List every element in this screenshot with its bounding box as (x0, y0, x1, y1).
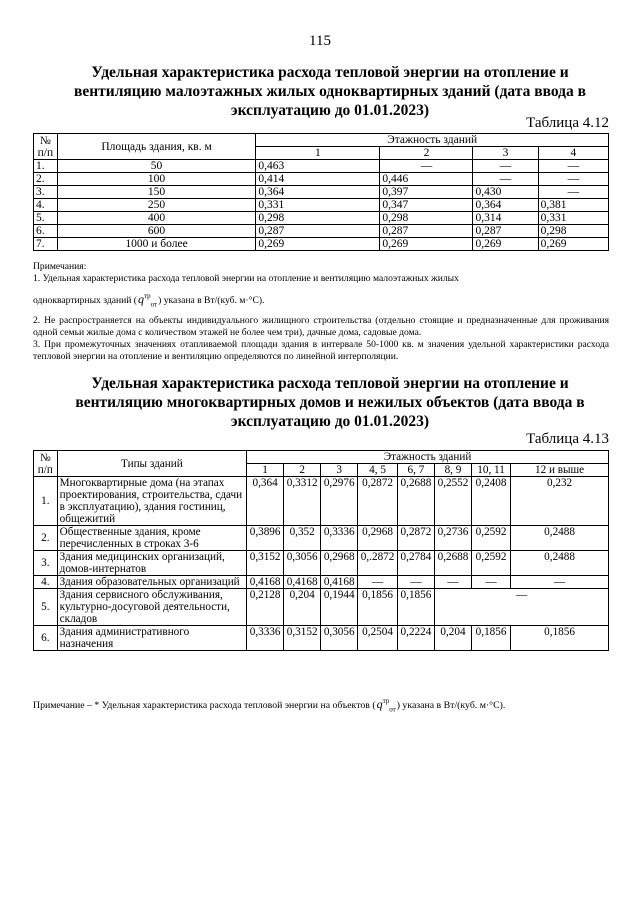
q-base: q (376, 697, 383, 711)
cell-value: 0,2968 (321, 551, 358, 576)
floor-header: 8, 9 (434, 464, 471, 477)
row-area: 50 (57, 160, 256, 173)
cell-value: 0,2488 (511, 526, 609, 551)
cell-value: 0,430 (473, 186, 538, 199)
cell-value: — (473, 173, 538, 186)
cell-value: — (538, 186, 608, 199)
table-row (34, 173, 609, 186)
table-row (34, 186, 609, 199)
row-number: 1. (34, 160, 58, 173)
floor-header: 3 (473, 147, 538, 160)
cell-value: 0,2488 (511, 551, 609, 576)
note-2: 2. Не распространяется на объекты индивидуального жилищного строительства (отдельно стоящие и предназначенные для проживания одной семьи жилые дома с количеством этажей не более чем три), дачные дома, садовые дома. (33, 315, 609, 339)
note-3: 3. При промежуточных значениях отапливаемой площади здания в интервале 50-1000 кв. м значения удельной характеристики расхода тепловой энергии на отопление и вентиляцию определяются по линейной интерполяции. (33, 339, 609, 363)
row-number: 4. (34, 576, 58, 589)
row-number: 3. (34, 186, 58, 199)
table-4-13-footnote (33, 695, 609, 715)
cell-value: 0,2872 (397, 526, 434, 551)
row-type: Многоквартирные дома (на этапах проектирования, строительства, сдачи в эксплуатацию), здания гостиниц, общежитий (57, 477, 246, 526)
cell-value: 0,446 (380, 173, 473, 186)
floor-header: 4, 5 (358, 464, 398, 477)
row-number: 6. (34, 626, 58, 651)
cell-value: 0,269 (538, 238, 608, 251)
table-4-13-label: Таблица 4.13 (526, 431, 609, 447)
footnote (33, 695, 609, 715)
row-type: Здания сервисного обслуживания, культурно-досуговой деятельности, складов (57, 589, 246, 626)
cell-value: 0,3336 (247, 626, 284, 651)
cell-value: 0,1856 (472, 626, 511, 651)
cell-value: 0,2872 (358, 477, 398, 526)
table-4-12 (33, 133, 609, 251)
row-area: 100 (57, 173, 256, 186)
cell-value: 0,2408 (472, 477, 511, 526)
cell-value: 0,269 (473, 238, 538, 251)
table-row (34, 626, 609, 651)
table-row (34, 477, 609, 526)
cell-value: 0,287 (256, 225, 380, 238)
table-row (34, 576, 609, 589)
cell-value: 0,364 (473, 199, 538, 212)
cell-value: 0,2968 (358, 526, 398, 551)
cell-value: 0,269 (380, 238, 473, 251)
note-1-unit: ) указана в Вт/(куб. м·°С). (158, 295, 265, 306)
heading-line: Удельная характеристика расхода тепловой энергии на отопление и (91, 64, 569, 81)
cell-value: 0,298 (380, 212, 473, 225)
table-4-13 (33, 450, 609, 651)
table-row (34, 551, 609, 576)
row-area: 250 (57, 199, 256, 212)
q-sup: тр (382, 697, 390, 705)
row-type: Здания образовательных организаций (57, 576, 246, 589)
cell-value: 0,364 (256, 186, 380, 199)
cell-value: 0,3152 (284, 626, 321, 651)
cell-value: 0,463 (256, 160, 380, 173)
table-row (34, 212, 609, 225)
cell-value: 0,2976 (321, 477, 358, 526)
heading-line: эксплуатацию до 01.01.2023) (230, 102, 430, 119)
cell-value: — (397, 576, 434, 589)
cell-value: 0,364 (247, 477, 284, 526)
cell-value: 0,2552 (434, 477, 471, 526)
cell-value: 0,3056 (321, 626, 358, 651)
cell-value: 0,2736 (434, 526, 471, 551)
table-row (34, 589, 609, 626)
floor-header: 2 (284, 464, 321, 477)
heading-line: эксплуатацию до 01.01.2023) (230, 413, 430, 430)
cell-value: 0,352 (284, 526, 321, 551)
cell-value: 0,2592 (472, 526, 511, 551)
table-row (34, 199, 609, 212)
row-area: 1000 и более (57, 238, 256, 251)
section2-heading (60, 374, 600, 431)
col-floors-header: Этажность зданий (256, 134, 609, 147)
cell-value: 0,287 (380, 225, 473, 238)
cell-value: 0,381 (538, 199, 608, 212)
floor-header: 6, 7 (397, 464, 434, 477)
heading-line: вентиляцию малоэтажных жилых одноквартирных зданий (дата ввода в (74, 83, 586, 100)
heading-line: вентиляцию многоквартирных домов и нежилых объектов (дата ввода в (75, 394, 585, 411)
q-sub: от (150, 300, 158, 309)
cell-value: 0,269 (256, 238, 380, 251)
cell-value: 0,2224 (397, 626, 434, 651)
row-type: Здания административного назначения (57, 626, 246, 651)
footnote-text: Примечание – * Удельная характеристика расхода тепловой энергии на объектов ( (33, 700, 376, 711)
page-number: 115 (309, 33, 331, 49)
cell-value: 0,2784 (397, 551, 434, 576)
cell-value: 0,1856 (358, 589, 398, 626)
section1-heading (60, 63, 600, 120)
row-type: Общественные здания, кроме перечисленных в строках 3-6 (57, 526, 246, 551)
table-4-12-label: Таблица 4.12 (526, 115, 609, 131)
cell-value: 0,314 (473, 212, 538, 225)
floor-header: 10, 11 (472, 464, 511, 477)
floor-header: 2 (380, 147, 473, 160)
cell-value: 0,3056 (284, 551, 321, 576)
cell-value: 0,3336 (321, 526, 358, 551)
q-sub: от (389, 705, 396, 714)
row-number: 1. (34, 477, 58, 526)
cell-value: 0,3312 (284, 477, 321, 526)
cell-value: 0,331 (538, 212, 608, 225)
cell-value: 0,204 (434, 626, 471, 651)
cell-value: 0,397 (380, 186, 473, 199)
cell-value: 0,2592 (472, 551, 511, 576)
cell-value: 0,4168 (321, 576, 358, 589)
cell-value: — (380, 160, 473, 173)
row-number: 7. (34, 238, 58, 251)
cell-value: — (538, 160, 608, 173)
cell-value: 0,3896 (247, 526, 284, 551)
row-area: 150 (57, 186, 256, 199)
row-number: 3. (34, 551, 58, 576)
note-1-text: одноквартирных зданий ( (33, 295, 137, 306)
col-floors-header: Этажность зданий (247, 451, 609, 464)
floor-header: 1 (256, 147, 380, 160)
cell-value: — (472, 576, 511, 589)
note-1-cont (33, 290, 609, 310)
cell-value: 0,298 (256, 212, 380, 225)
col-area-header: Площадь здания, кв. м (57, 134, 256, 160)
cell-value: 0,2688 (397, 477, 434, 526)
cell-value: 0,1856 (511, 626, 609, 651)
cell-value: 0,1856 (397, 589, 434, 626)
cell-value: 0,298 (538, 225, 608, 238)
floor-header: 12 и выше (511, 464, 609, 477)
row-type: Здания медицинских организаций, домов-интернатов (57, 551, 246, 576)
heading-line: Удельная характеристика расхода тепловой энергии на отопление и (91, 375, 569, 392)
q-sup: тр (143, 292, 151, 300)
cell-value: — (434, 576, 471, 589)
row-number: 6. (34, 225, 58, 238)
cell-value: 0,4168 (247, 576, 284, 589)
table-row (34, 238, 609, 251)
row-number: 4. (34, 199, 58, 212)
cell-value: 0,287 (473, 225, 538, 238)
floor-header: 4 (538, 147, 608, 160)
cell-value: 0,347 (380, 199, 473, 212)
cell-value: 0,4168 (284, 576, 321, 589)
cell-value: 0,2688 (434, 551, 471, 576)
row-area: 400 (57, 212, 256, 225)
notes-title: Примечания: (33, 261, 87, 272)
col-num-header: № п/п (34, 134, 58, 160)
table-row (34, 526, 609, 551)
row-number: 5. (34, 212, 58, 225)
row-number: 2. (34, 526, 58, 551)
cell-value: 0,2504 (358, 626, 398, 651)
q-symbol (377, 695, 396, 715)
cell-value: 0,2128 (247, 589, 284, 626)
floor-header: 3 (321, 464, 358, 477)
cell-merged: — (434, 589, 608, 626)
cell-value: 0,1944 (321, 589, 358, 626)
cell-value: 0,414 (256, 173, 380, 186)
cell-value: — (358, 576, 398, 589)
table-row (34, 160, 609, 173)
cell-value: — (538, 173, 608, 186)
floor-header: 1 (247, 464, 284, 477)
cell-value: 0,.2872 (358, 551, 398, 576)
row-area: 600 (57, 225, 256, 238)
row-number: 5. (34, 589, 58, 626)
cell-value: — (511, 576, 609, 589)
q-base: q (137, 292, 144, 306)
q-symbol (138, 290, 157, 310)
cell-value: 0,3152 (247, 551, 284, 576)
cell-value: 0,204 (284, 589, 321, 626)
cell-value: — (473, 160, 538, 173)
cell-value: 0,331 (256, 199, 380, 212)
table-row (34, 225, 609, 238)
row-number: 2. (34, 173, 58, 186)
note-1: 1. Удельная характеристика расхода тепловой энергии на отопление и вентиляцию малоэтажных жилых (33, 273, 459, 284)
cell-value: 0,232 (511, 477, 609, 526)
col-num-header: № п/п (34, 451, 58, 477)
footnote-unit: ) указана в Вт/(куб. м·°С). (396, 700, 506, 711)
col-type-header: Типы зданий (57, 451, 246, 477)
table-4-12-notes (33, 261, 609, 363)
